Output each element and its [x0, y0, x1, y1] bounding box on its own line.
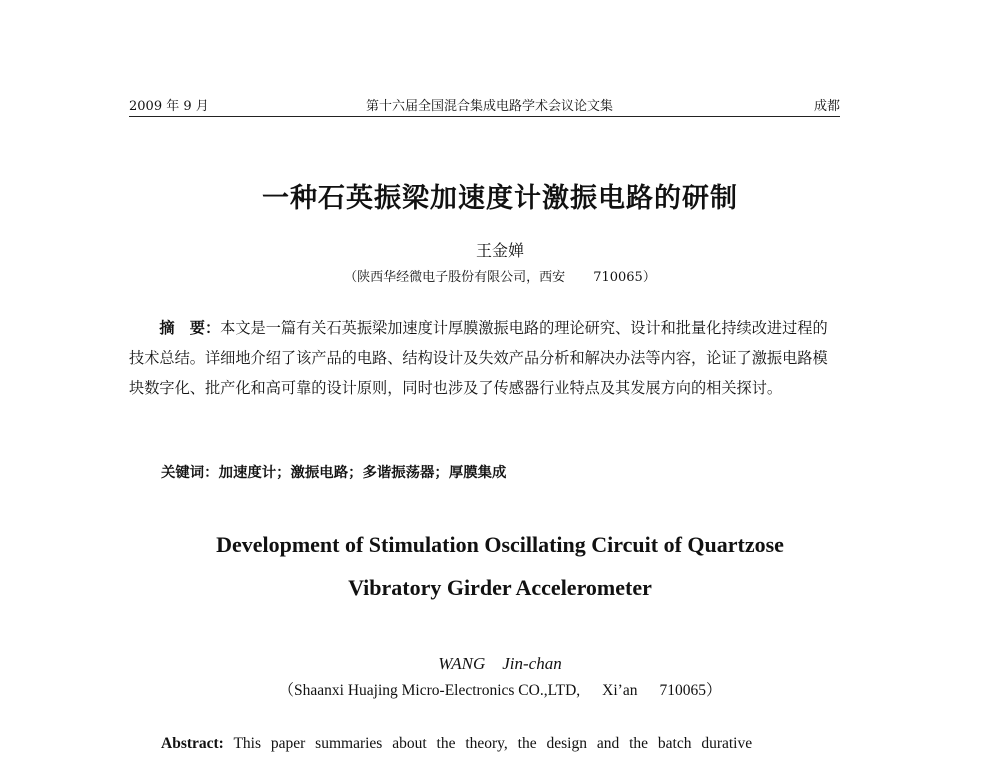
chinese-affiliation: [0, 266, 1000, 285]
english-abstract-label: Abstract:: [161, 735, 224, 752]
english-affiliation-zip: 710065）: [659, 682, 722, 699]
english-title-line-1: Development of Stimulation Oscillating Circuit of Quartzose: [216, 532, 784, 557]
chinese-abstract: [129, 313, 840, 403]
english-author: WANG Jin-chan: [438, 654, 562, 673]
header-proceedings-title: 第十六届全国混合集成电路学术会议论文集: [366, 99, 614, 114]
chinese-keywords: 关键词：加速度计；激振电路；多谐振荡器；厚膜集成: [161, 464, 507, 481]
running-header: [129, 90, 840, 117]
chinese-title: 一种石英振梁加速度计激振电路的研制: [262, 183, 738, 214]
header-city: 成都: [813, 99, 840, 114]
header-date: 2009 年 9 月: [129, 99, 209, 114]
english-affiliation: [0, 678, 1000, 700]
chinese-abstract-label: 摘 要：: [159, 319, 221, 337]
english-affiliation-city: Xi’an: [602, 682, 638, 699]
chinese-author: 王金婵: [475, 241, 524, 260]
english-abstract: [161, 735, 840, 753]
english-abstract-text: This paper summaries about the theory, the design and the batch durative: [233, 735, 753, 752]
chinese-abstract-text: 本文是一篇有关石英振梁加速度计厚膜激振电路的理论研究、设计和批量化持续改进过程的技术总结。详细地介绍了该产品的电路、结构设计及失效产品分析和解决办法等内容，论证了激振电路模块数字化、批产化和高可靠的设计原则，同时也涉及了传感器行业特点及其发展方向的相关探讨。: [129, 319, 828, 397]
english-affiliation-org: （Shaanxi Huajing Micro-Electronics CO.,LTD,: [278, 682, 581, 699]
chinese-affiliation-zip: 710065）: [593, 270, 656, 285]
chinese-affiliation-org: （陕西华经微电子股份有限公司，西安: [344, 270, 566, 285]
english-title-line-2: Vibratory Girder Accelerometer: [348, 575, 652, 600]
